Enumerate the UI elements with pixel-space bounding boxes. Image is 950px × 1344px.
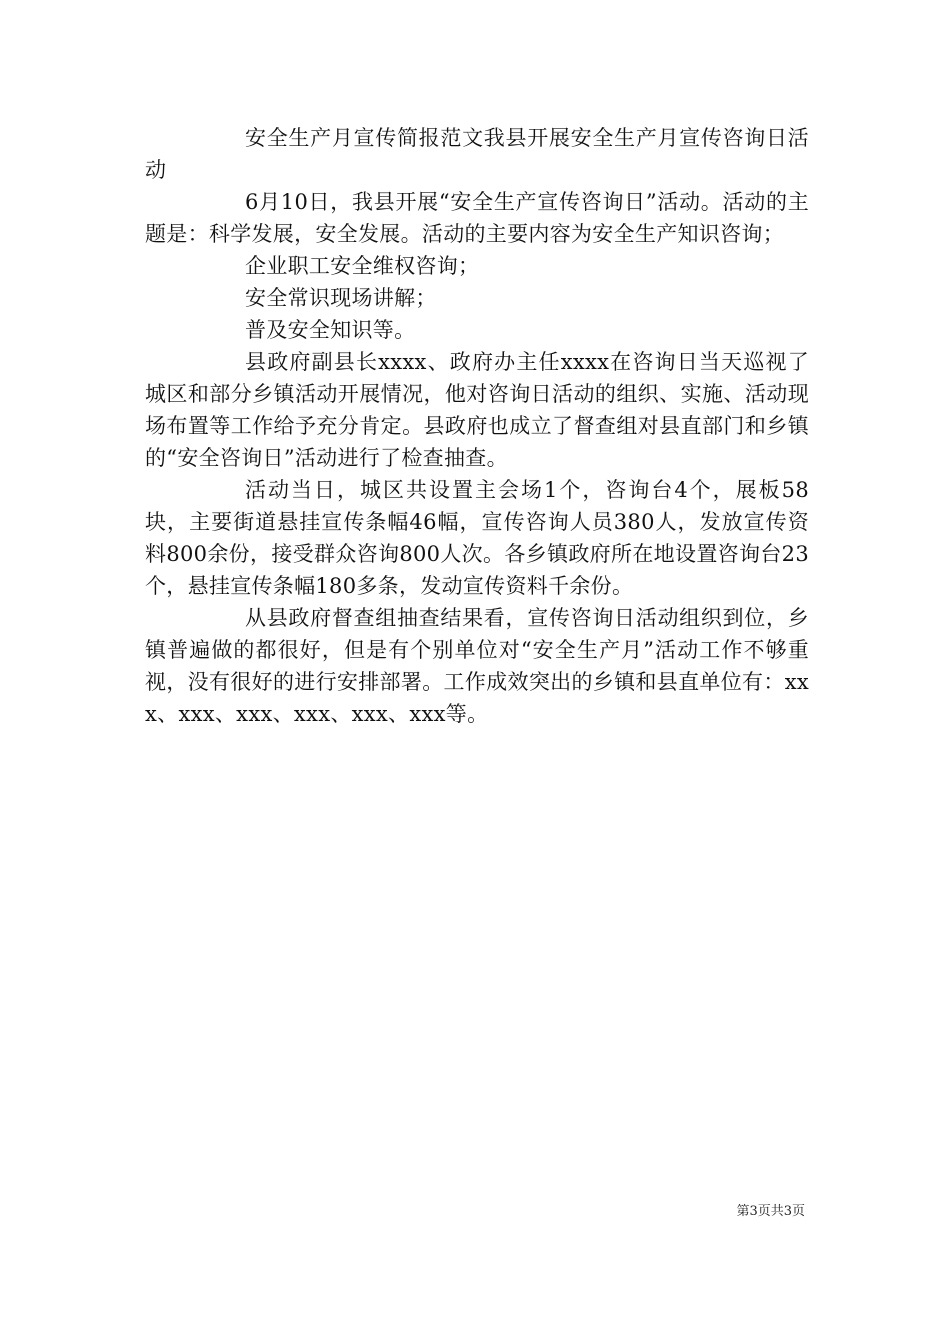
list-item: 安全常识现场讲解；: [245, 286, 437, 310]
list-item: 企业职工安全维权咨询；: [245, 254, 480, 278]
paragraph-results: 从县政府督查组抽查结果看，宣传咨询日活动组织到位，乡镇普遍做的都很好，但是有个别单位对“安全生产月”活动工作不够重视，没有很好的进行安排部署。工作成效突出的乡镇和县直单位有：xxx、xxx、xxx、xxx、xxx、xxx等。: [145, 606, 809, 726]
document-body: [145, 122, 809, 730]
title-paragraph: 安全生产月宣传简报范文我县开展安全生产月宣传咨询日活动: [145, 126, 809, 182]
paragraph-inspection: 县政府副县长xxxx、政府办主任xxxx在咨询日当天巡视了城区和部分乡镇活动开展情况，他对咨询日活动的组织、实施、活动现场布置等工作给予充分肯定。县政府也成立了督查组对县直部门和乡镇的“安全咨询日”活动进行了检查抽查。: [145, 350, 809, 470]
paragraph-intro: 6月10日，我县开展“安全生产宣传咨询日”活动。活动的主题是：科学发展，安全发展。活动的主要内容为安全生产知识咨询；: [145, 190, 809, 246]
list-item: 普及安全知识等。: [245, 318, 416, 342]
paragraph-statistics: 活动当日，城区共设置主会场1个，咨询台4个，展板58块，主要街道悬挂宣传条幅46幅，宣传咨询人员380人，发放宣传资料800余份，接受群众咨询800人次。各乡镇政府所在地设置咨询台23个，悬挂宣传条幅180多条，发动宣传资料千余份。: [145, 478, 809, 598]
page-number: 第3页共3页: [736, 1204, 805, 1219]
